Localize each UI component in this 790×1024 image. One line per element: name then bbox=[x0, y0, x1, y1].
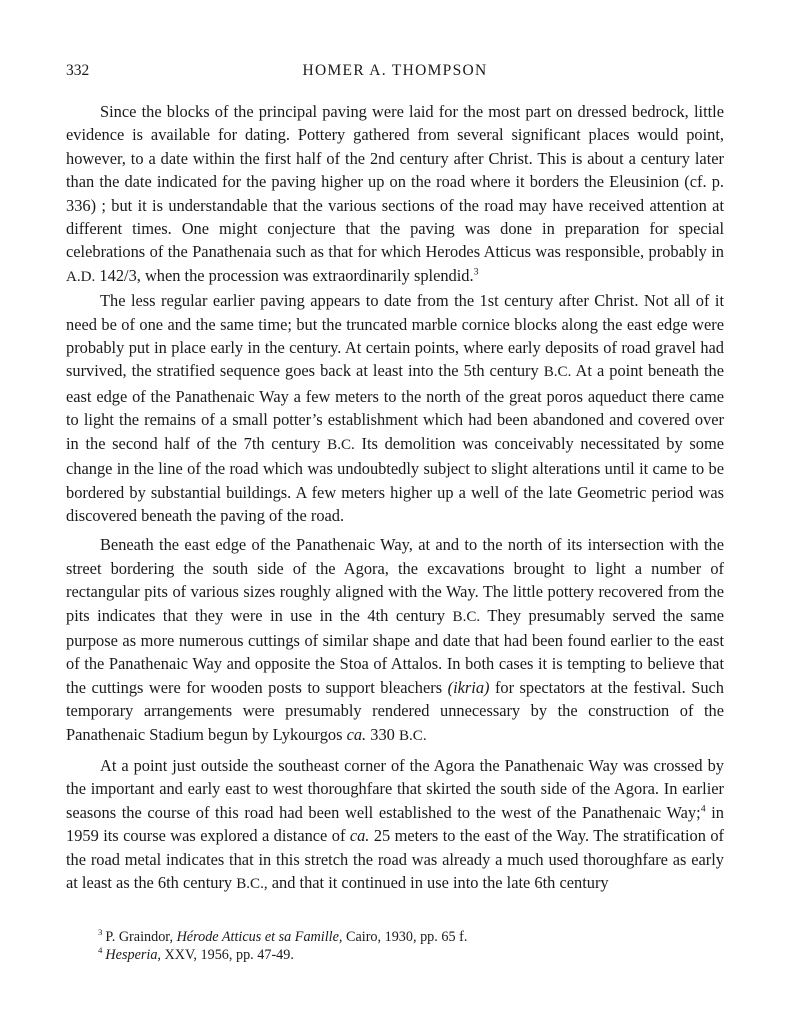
footnote-text: XXV, 1956, pp. 47-49. bbox=[160, 947, 294, 963]
running-header bbox=[66, 62, 724, 86]
running-title: HOMER A. THOMPSON bbox=[302, 62, 488, 79]
paragraph-text: Since the blocks of the principal paving were laid for the most part on dressed bedrock, little evidence is available for dating. Pottery gathered from several significant places would point, however, to a date within the first half of the 2nd century after Christ. This is about a century later than the date indicated for the paving higher up on the road where it borders the Eleusinion (cf. p. 336) ; but it is understandable that the various sections of the road may have received attention at different times. One might conjecture that the paving was done in preparation for special celebrations of the Panathenaia such as that for which Herodes Atticus was responsible, probably in bbox=[66, 102, 724, 262]
footnote-4 bbox=[66, 946, 724, 964]
page bbox=[66, 62, 724, 896]
paragraph-4 bbox=[66, 754, 724, 896]
paragraph-text: Its demolition was conceivably necessitated by some change in the line of the road which was undoubtedly subject to slight alterations until it came to be bordered by substantial buildings. A few meters higher up a well of the late Geometric period was discovered beneath the paving of the road. bbox=[66, 433, 724, 525]
paragraph-text: 25 meters to the east of the Way. The stratification of the road metal indicates that in this stretch the road was already a much used thoroughfare as early at least as the 6th century bbox=[66, 826, 725, 892]
paragraph-text: in 1959 its course was explored a distance of bbox=[66, 802, 724, 846]
footnote-title: Hérode Atticus et sa Famille, bbox=[176, 929, 343, 945]
footnote-ref: 3 bbox=[473, 266, 479, 278]
paragraph-2 bbox=[66, 289, 724, 527]
footnote-3 bbox=[66, 928, 724, 946]
paragraph-text: Beneath the east edge of the Panathenaic Way, at and to the north of its intersection with the street bordering the south side of the Agora, the excavations brought to light a number of rectangular pits of various sizes roughly aligned with the Way. The little pottery recovered from the pits indicates that they were in use in the 4th century bbox=[66, 535, 724, 625]
footnote-text: P. Graindor, bbox=[105, 929, 177, 945]
era-abbreviation: B.C., bbox=[236, 876, 268, 892]
italic-term: (ikria) bbox=[447, 677, 490, 697]
paragraph-text: for spectators at the festival. Such temporary arrangements were presumably rendered unnecessary by the construction of the Panathenaic Stadium begun by Lykourgos bbox=[66, 677, 724, 744]
paragraph-text: At a point beneath the east edge of the Panathenaic Way a few meters to the north of the great poros aqueduct there came to light the remains of a small potter’s establishment which had been abandoned and covered over in the second half of the 7th century bbox=[66, 361, 724, 453]
paragraph-text: At a point just outside the southeast corner of the Agora the Panathenaic Way was crossed by the important and early east to west thoroughfare that skirted the south side of the Agora. In earlier seasons the course of this road had been well established to the west of the Panathenaic Way; bbox=[66, 755, 724, 822]
paragraph-text: 142/3, when the procession was extraordinarily splendid. bbox=[95, 265, 474, 285]
era-abbreviation: B.C. bbox=[327, 436, 355, 453]
footnote-number: 3 bbox=[98, 927, 103, 938]
paragraph-text: 330 bbox=[366, 724, 399, 744]
footnote-number: 4 bbox=[98, 945, 103, 956]
page-number: 332 bbox=[66, 62, 90, 79]
footnote-ref: 4 bbox=[700, 803, 706, 815]
paragraph-text: They presumably served the same purpose as more numerous cuttings of similar shape and date that had been found earlier to the east of the Panathenaic Way and opposite the Stoa of Attalos. In both cases it is tempting to believe that the cuttings were for wooden posts to support bleachers bbox=[66, 605, 724, 697]
paragraph-text: The less regular earlier paving appears to date from the 1st century after Christ. Not all of it need be of one and the same time; but the truncated marble cornice blocks along the east edge were probably put in place early in the century. At certain points, where early deposits of road gravel had survived, the stratified sequence goes back at least into the 5th century bbox=[66, 291, 724, 381]
italic-term: ca. bbox=[346, 724, 367, 744]
paragraph-1 bbox=[66, 100, 724, 289]
era-abbreviation: B.C. bbox=[543, 364, 572, 381]
paragraph-3 bbox=[66, 533, 724, 748]
italic-term: ca. bbox=[349, 826, 370, 846]
era-abbreviation: B.C. bbox=[452, 608, 481, 625]
footnotes bbox=[66, 928, 724, 964]
footnote-text: Cairo, 1930, pp. 65 f. bbox=[342, 929, 468, 945]
paragraph-text: and that it continued in use into the late 6th century bbox=[267, 873, 609, 892]
body-text bbox=[66, 100, 724, 896]
era-abbreviation: A.D. bbox=[66, 268, 96, 285]
footnote-title: Hesperia, bbox=[105, 947, 161, 963]
era-abbreviation: B.C. bbox=[398, 727, 427, 744]
